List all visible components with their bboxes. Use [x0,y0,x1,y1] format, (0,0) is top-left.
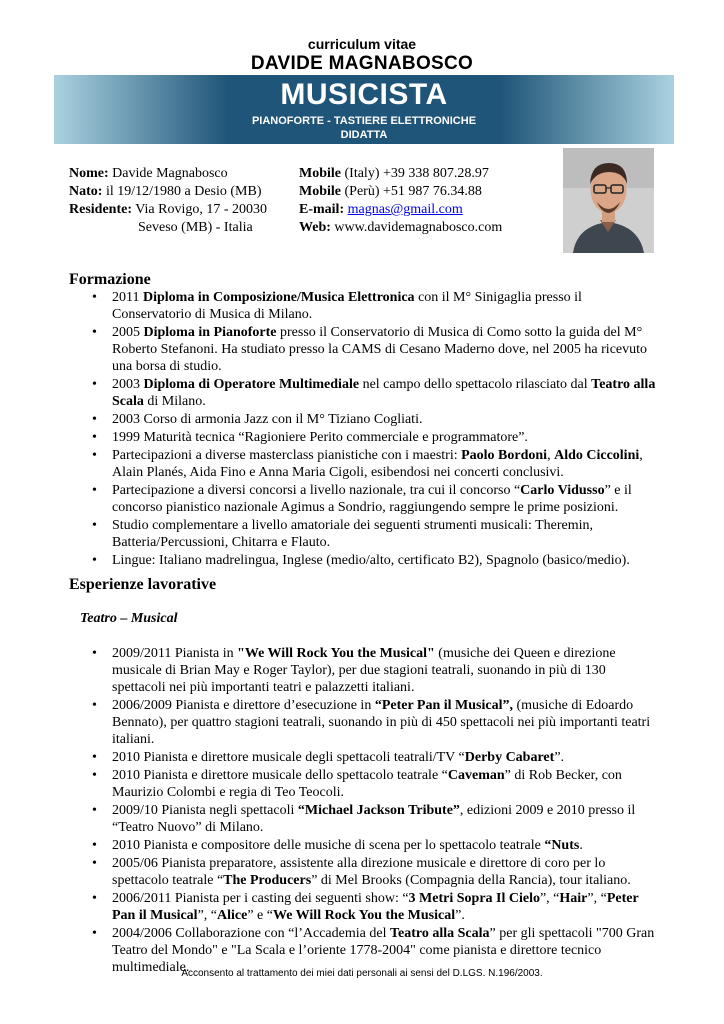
formazione-item-text: , Alain Planés, Aida Fino e Anna Maria Cigoli, esibendosi nei concerti conclusivi. [112,448,643,480]
formazione-item-text: presso il Conservatorio di Musica di Como sotto la guida del M° Roberto Stefanoni. Ha studiato presso la CAMS di Cesano Maderno dove, nel 2005 ha ricevuto una borsa di studio. [112,325,648,374]
formazione-item [92,552,662,569]
personal-info [69,165,267,237]
esperienza-item [92,767,662,801]
esperienza-item-text: 2006/2009 Pianista e direttore d’esecuzione in [112,698,375,713]
formazione-item-text: Studio complementare a livello amatoriale dei seguenti strumenti musicali: Theremin, Batteria/Percussioni, Chitarra e Flauto. [112,518,594,550]
esperienza-item-text: 2006/2011 Pianista per i casting dei seguenti show: “ [112,891,409,906]
esperienza-item [92,855,662,889]
esperienza-item [92,837,662,854]
mobile-peru-value: (Perù) +51 987 76.34.88 [341,184,482,199]
formazione-item-text: Diploma in Pianoforte [143,325,277,340]
formazione-item [92,482,662,516]
nome-label: Nome: [69,166,109,181]
esperienza-item-text: Hair [559,891,588,906]
subsection-heading-teatro: Teatro – Musical [80,611,178,626]
contact-info [299,165,502,237]
residente-label: Residente: [69,202,132,217]
profession-subtitle: PIANOFORTE - TASTIERE ELETTRONICHE [251,115,477,127]
esperienze-list [92,645,662,977]
esperienza-item-text: ” e “ [247,908,273,923]
title-banner [54,75,674,144]
formazione-item-text: Lingue: Italiano madrelingua, Inglese (medio/alto, certificato B2), Spagnolo (basico/medio). [112,553,630,568]
residente-value: Via Rovigo, 17 - 20030 [132,202,268,217]
privacy-consent-note: Acconsento al trattamento dei miei dati personali ai sensi del D.LGS. N.196/2003. [181,968,543,979]
esperienza-item-text: 2010 Pianista e compositore delle musiche di scena per lo spettacolo teatrale [112,838,545,853]
esperienza-item-text: Teatro alla Scala [389,926,490,941]
formazione-item-text: Diploma di Operatore Multimediale [143,377,360,392]
esperienza-item-text: 3 Metri Sopra Il Cielo [408,891,540,906]
esperienza-item-text: We Will Rock You the Musical [272,908,456,923]
formazione-item [92,324,662,375]
esperienza-item-text: Peter Pan il Musical [112,891,639,923]
web-value: www.davidemagnabosco.com [330,220,503,235]
esperienza-item-text: ” per gli spettacoli "700 Gran Teatro del Mondo" e "La Scala e l’oriente 1778-2004" come pianista e direttore tecnico multimediale. [112,926,655,975]
esperienza-item-text: Caveman [447,768,505,783]
esperienza-item-text: "We Will Rock You the Musical" [237,646,435,661]
esperienza-item-text: (musiche di Edoardo Bennato), per quattro stagioni teatrali, suonando in più di 450 spettacoli nei più importanti teatri italiani. [112,698,651,747]
mobile-label: Mobile [299,166,341,181]
section-heading-esperienze: Esperienze lavorative [69,576,217,593]
formazione-item-text: 2003 Corso di armonia Jazz con il M° Tiziano Cogliati. [112,412,423,427]
esperienza-item-text: (musiche dei Queen e direzione musicale di Brian May e Roger Taylor), per due stagioni teatrali, suonando in più di 130 spettacoli nei più importanti teatri e palazzetti italiani. [112,646,616,695]
formazione-item-text: con il M° Sinigaglia presso il Conservatorio di Musica di Milano. [112,290,582,322]
esperienza-item-text: ”, “ [587,891,607,906]
formazione-item-text: di Milano. [143,394,206,409]
person-portrait-icon [563,148,654,253]
formazione-item [92,517,662,551]
esperienza-item-text: 2005/06 Pianista preparatore, assistente alla direzione musicale e direttore di coro per lo spettacolo teatrale “ [112,856,606,888]
esperienza-item-text: ”, “ [197,908,217,923]
formazione-list [92,289,662,570]
esperienza-item [92,697,662,748]
profession-title: MUSICISTA [280,78,448,111]
esperienza-item-text: 2004/2006 Collaborazione con “l’Accademia del [112,926,390,941]
person-name: DAVIDE MAGNABOSCO [250,53,474,74]
email-link[interactable]: magnas@gmail.com [347,202,463,217]
esperienza-item-text: Derby Cabaret [464,750,555,765]
esperienza-item-text: 2009/2011 Pianista in [112,646,238,661]
mobile-italy-value: (Italy) +39 338 807.28.97 [341,166,489,181]
esperienza-item [92,645,662,696]
esperienza-item-text: ”. [455,908,465,923]
esperienza-item-text: Alice [217,908,248,923]
formazione-item-text: nel campo dello spettacolo rilasciato dal [359,377,592,392]
formazione-item [92,376,662,410]
formazione-item-text: 2005 [112,325,144,340]
esperienza-item-text: 2010 Pianista e direttore musicale dello spettacolo teatrale “ [112,768,448,783]
formazione-item-text: Diploma in Composizione/Musica Elettronica [142,290,415,305]
esperienza-item-text: ”, “ [539,891,560,906]
section-heading-formazione: Formazione [69,271,151,288]
formazione-item [92,289,662,323]
formazione-item-text: 1999 Maturità tecnica “Ragioniere Perito commerciale e programmatore”. [112,430,528,445]
esperienza-item-text: “Peter Pan il Musical”, [374,698,513,713]
esperienza-item-text: 2010 Pianista e direttore musicale degli spettacoli teatrali/TV “ [112,750,465,765]
cv-label: curriculum vitae [307,36,417,52]
formazione-item [92,411,662,428]
mobile-label-2: Mobile [299,184,341,199]
profession-subtitle-2: DIDATTA [340,129,388,141]
esperienza-item-text: “Michael Jackson Tribute” [297,803,460,818]
esperienza-item-text: “Nuts [544,838,580,853]
esperienza-item-text: ” di Rob Becker, con Maurizio Colombi e regia di Teo Teocoli. [112,768,622,800]
nome-value: Davide Magnabosco [108,166,228,181]
esperienza-item [92,890,662,924]
formazione-item [92,447,662,481]
formazione-item-text: , [547,448,555,463]
esperienza-item [92,749,662,766]
formazione-item-text: Teatro alla Scala [112,377,656,409]
esperienza-item-text: The Producers [223,873,312,888]
esperienza-item-text: ” di Mel Brooks (Compagnia della Rancia), tour italiano. [311,873,631,888]
esperienza-item-text: , edizioni 2009 e 2010 presso il “Teatro Nuovo” di Milano. [112,803,636,835]
formazione-item-text: Carlo Vidusso [520,483,605,498]
formazione-item-text: 2003 [112,377,144,392]
formazione-item-text: Partecipazione a diversi concorsi a livello nazionale, tra cui il concorso “ [112,483,521,498]
nato-value: il 19/12/1980 a Desio (MB) [102,184,262,199]
residente-city: Seveso (MB) - Italia [138,220,253,235]
esperienza-item-text: . [579,838,583,853]
esperienza-item-text: 2009/10 Pianista negli spettacoli [112,803,298,818]
formazione-item-text: 2011 [112,290,143,305]
esperienza-item [92,802,662,836]
email-label: E-mail: [299,202,345,217]
formazione-item-text: ” e il concorso pianistico nazionale Agimus a Sondrio, raggiungendo sempre le prime posizioni. [112,483,632,515]
formazione-item-text: Aldo Ciccolini [554,448,640,463]
profile-photo [563,148,654,253]
web-label: Web: [299,220,331,235]
formazione-item-text: Paolo Bordoni [461,448,548,463]
nato-label: Nato: [69,184,103,199]
esperienza-item-text: ”. [554,750,565,765]
formazione-item [92,429,662,446]
formazione-item-text: Partecipazioni a diverse masterclass pianistiche con i maestri: [112,448,462,463]
